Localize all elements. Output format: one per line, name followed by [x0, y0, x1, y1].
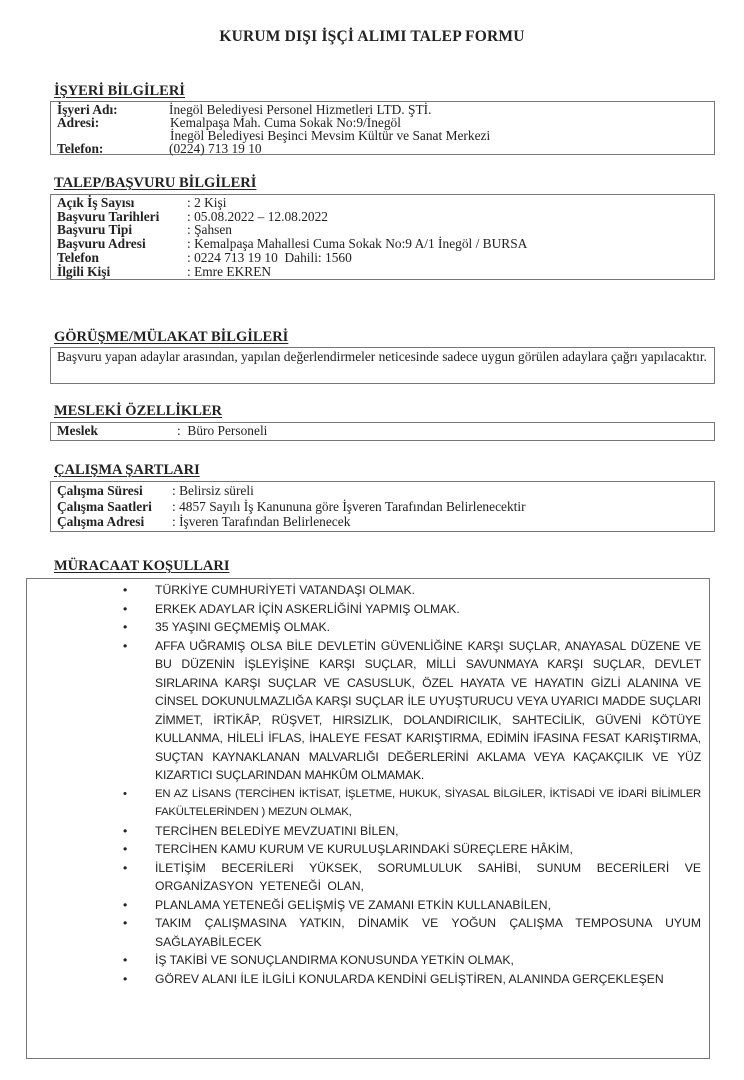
meslek-row — [57, 423, 708, 439]
list-item-text: İŞ TAKİBİ VE SONUÇLANDIRMA KONUSUNDA YETKİN OLMAK, — [155, 953, 514, 967]
field-value: : İşveren Tarafından Belirlenecek — [172, 514, 351, 529]
meslek-box — [50, 422, 715, 441]
list-item — [27, 840, 701, 859]
field-value: : 0224 713 19 10 Dahili: 1560 — [187, 249, 352, 265]
bullet-icon: • — [123, 953, 128, 967]
bullet-icon: • — [123, 897, 128, 912]
field-value: İnegöl Belediyesi Personel Hizmetleri LTD. ŞTİ. — [169, 102, 432, 117]
bullet-icon: • — [123, 971, 128, 986]
field-value: : 05.08.2022 – 12.08.2022 — [187, 208, 328, 224]
list-item — [27, 822, 701, 841]
list-item-text: TERCİHEN BELEDİYE MEVZUATINI BİLEN, — [155, 823, 399, 838]
form-title: KURUM DIŞI İŞÇİ ALIMI TALEP FORMU — [219, 28, 525, 45]
field-label: Başvuru Tarihleri — [57, 208, 160, 224]
field-label: İlgili Kişi — [57, 263, 111, 279]
list-item — [27, 970, 701, 989]
isyeri-row — [57, 129, 708, 142]
isyeri-box — [50, 101, 715, 155]
field-label: Başvuru Adresi — [57, 236, 146, 252]
muracaat-box — [26, 578, 710, 1059]
section-heading-muracaat: MÜRACAAT KOŞULLARI — [54, 558, 230, 574]
list-item-text: EN AZ LİSANS (TERCİHEN İKTİSAT, İŞLETME, HUKUK, SİYASAL BİLGİLER, İKTİSADİ VE İDARİ BİLİMLER FAKÜLTELERİNDEN ) MEZUN OLMAK, — [155, 787, 701, 818]
field-value: : 2 Kişi — [187, 195, 227, 210]
field-label: Başvuru Tipi — [57, 222, 133, 238]
talep-row — [57, 251, 708, 265]
section-heading-isyeri: İŞYERİ BİLGİLERİ — [54, 83, 185, 99]
field-label: Açık İş Sayısı — [57, 195, 135, 210]
bullet-icon: • — [123, 823, 128, 838]
field-label: Telefon: — [57, 141, 104, 156]
field-label: Telefon — [57, 249, 99, 265]
talep-row — [57, 196, 708, 210]
field-label: Meslek — [57, 423, 98, 438]
field-label: Çalışma Saatleri — [57, 498, 152, 514]
list-item-text: TERCİHEN KAMU KURUM VE KURULUŞLARINDAKİ SÜREÇLERE HÂKİM, — [155, 842, 573, 856]
talep-box — [50, 194, 715, 280]
list-item — [27, 785, 701, 822]
field-value: : Belirsiz süreli — [172, 483, 254, 498]
section-heading-gorusme: GÖRÜŞME/MÜLAKAT BİLGİLERİ — [54, 329, 289, 345]
gorusme-box — [50, 347, 715, 384]
list-item — [27, 600, 701, 619]
bullet-icon: • — [123, 916, 128, 930]
list-item-text: TAKIM ÇALIŞMASINA YATKIN, DİNAMİK VE YOĞUN ÇALIŞMA TEMPOSUNA UYUM SAĞLAYABİLECEK — [155, 916, 701, 949]
list-item-text: TÜRKİYE CUMHURİYETİ VATANDAŞI OLMAK. — [155, 583, 416, 597]
field-label: İşyeri Adı: — [57, 102, 118, 117]
calisma-row — [57, 483, 708, 499]
calisma-box — [50, 481, 715, 532]
talep-row — [57, 210, 708, 224]
list-item — [27, 637, 701, 785]
list-item-text: PLANLAMA YETENEĞİ GELİŞMİŞ VE ZAMANI ETKİN KULLANABİLEN, — [155, 897, 551, 912]
list-item — [27, 581, 701, 600]
list-item-text: AFFA UĞRAMIŞ OLSA BİLE DEVLETİN GÜVENLİĞİNE KARŞI SUÇLAR, ANAYASAL DÜZENE VE BU DÜZENİN İŞLEYİŞİNE KARŞI SUÇLAR, MİLLİ SAVUNMAYA KARŞI SUÇLAR, DEVLET SIRLARINA KARŞI SUÇLAR VE CASUSLUK, ÖZEL HAYATA VE HAYATIN GİZLİ ALANINA VE CİNSEL DOKUNULMAZLIĞA KARŞI SUÇLAR İLE UYUŞTURUCU VEYA UYARICI MADDE SUÇLARI ZİMMET, İRTİKÂP, RÜŞVET, HIRSIZLIK, DOLANDIRICILIK, SAHTECİLİK, GÜVENİ KÖTÜYE KULLANMA, HİLELİ İFLAS, İHALEYE FESAT KARIŞTIRMA, EDİMİN İFASINA FESAT KARIŞTIRMA, SUÇTAN KAYNAKLANAN MALVARLIĞI DEĞERLERİNİ AKLAMA VEYA KAÇAKÇILIK VE YÜZ KIZARTICI SUÇLARINDAN MAHKÛM OLMAMAK. — [155, 638, 701, 782]
field-label: Çalışma Adresi — [57, 514, 145, 529]
section-heading-talep: TALEP/BAŞVURU BİLGİLERİ — [54, 175, 257, 191]
bullet-icon: • — [123, 787, 127, 800]
list-item — [27, 914, 701, 951]
field-value: Kemalpaşa Mah. Cuma Sokak No:9/İnegöl — [170, 115, 401, 130]
requirements-list — [27, 581, 701, 988]
field-value: : Şahsen — [187, 222, 233, 238]
talep-row — [57, 237, 708, 251]
bullet-icon: • — [123, 638, 128, 653]
field-value: : Kemalpaşa Mahallesi Cuma Sokak No:9 A/1 İnegöl / BURSA — [187, 236, 528, 252]
list-item — [27, 951, 701, 970]
section-heading-calisma: ÇALIŞMA ŞARTLARI — [54, 462, 200, 478]
list-item — [27, 859, 701, 896]
bullet-icon: • — [123, 583, 128, 597]
field-value: : Büro Personeli — [177, 423, 268, 438]
section-heading-meslek: MESLEKİ ÖZELLİKLER — [54, 403, 223, 419]
bullet-icon: • — [123, 860, 128, 875]
isyeri-row — [57, 142, 708, 155]
field-label: Çalışma Süresi — [57, 483, 143, 498]
gorusme-text: Başvuru yapan adaylar arasından, yapılan değerlendirmeler neticesinde sadece uygun görülen adaylara çağrı yapılacaktır. — [57, 349, 707, 364]
field-value: (0224) 713 19 10 — [169, 141, 262, 156]
list-item — [27, 618, 701, 637]
field-value: : Emre EKREN — [187, 263, 272, 279]
list-item — [27, 896, 701, 915]
calisma-row — [57, 514, 708, 530]
talep-row — [57, 265, 708, 279]
list-item-text: 35 YAŞINI GEÇMEMİŞ OLMAK. — [155, 620, 330, 634]
field-value: : 4857 Sayılı İş Kanununa göre İşveren Tarafından Belirlenecektir — [172, 498, 526, 514]
calisma-row — [57, 499, 708, 515]
list-item-text: İLETİŞİM BECERİLERİ YÜKSEK, SORUMLULUK SAHİBİ, SUNUM BECERİLERİ VE ORGANİZASYON YETENEĞİ OLAN, — [155, 860, 701, 893]
list-item-text: GÖREV ALANI İLE İLGİLİ KONULARDA KENDİNİ GELİŞTİREN, ALANINDA GERÇEKLEŞEN — [155, 971, 664, 986]
list-item-text: ERKEK ADAYLAR İÇİN ASKERLİĞİNİ YAPMIŞ OLMAK. — [155, 601, 460, 616]
bullet-icon: • — [123, 620, 128, 634]
bullet-icon: • — [123, 842, 128, 856]
bullet-icon: • — [123, 601, 128, 616]
talep-row — [57, 223, 708, 237]
field-label: Adresi: — [57, 115, 100, 130]
field-value: İnegöl Belediyesi Beşinci Mevsim Kültür ve Sanat Merkezi — [170, 128, 491, 143]
